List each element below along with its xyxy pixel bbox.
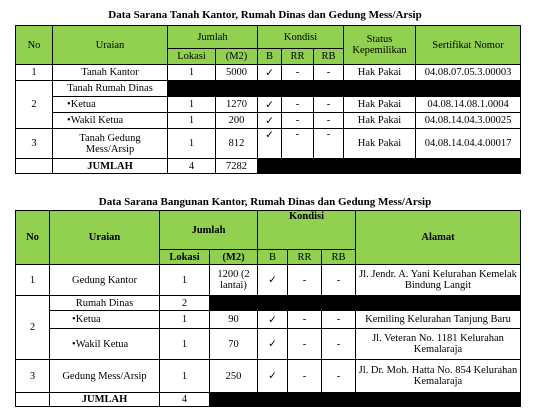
cell-rb: - [314,113,344,129]
cell-sertifikat: 04.08.14.08.1.0004 [416,97,521,113]
total-row [16,159,521,174]
table-row [16,113,521,129]
header-no: No [16,26,53,65]
header-kondisi: Kondisi [258,26,344,49]
cell-rb: - [314,65,344,81]
table-row [16,129,521,159]
land-assets-table [15,25,521,174]
header-sertifikat: Sertifikat Nomor [416,26,521,65]
cell-no: 2 [16,296,50,360]
cell-rr: - [282,129,314,159]
header-no: No [16,211,50,265]
cell-m2: 5000 [216,65,258,81]
cell-uraian: Rumah Dinas [50,296,160,311]
cell-alamat: Kemiling Kelurahan Tanjung Baru [356,311,521,329]
cell-lokasi: 1 [168,97,216,113]
total-label: JUMLAH [53,159,168,174]
cell-m2: 1200 (2 lantai) [210,265,258,296]
cell-rr: - [288,311,322,329]
table1-title: Data Sarana Tanah Kantor, Rumah Dinas dan Gedung Mess/Arsip [108,9,422,21]
cell-sertifikat: 04.08.14.04.3.00025 [416,113,521,129]
cell-rb: - [314,129,344,159]
header-rb: RB [314,49,344,65]
cell-lokasi: 1 [168,129,216,159]
cell-no: 1 [16,65,53,81]
cell-alamat: Jl. Dr. Moh. Hatta No. 854 Kelurahan Kemalaraja [356,360,521,393]
cell-empty [16,159,53,174]
cell-no: 1 [16,265,50,296]
check-icon: ✓ [258,97,282,113]
header-rr: RR [288,250,322,265]
table-row [16,81,521,97]
header-rb: RB [322,250,356,265]
cell-no: 2 [16,81,53,129]
cell-sertifikat: 04.08.14.04.4.00017 [416,129,521,159]
cell-lokasi: 2 [160,296,210,311]
total-m2: 7282 [216,159,258,174]
table-row [16,329,521,360]
building-assets-table [15,210,521,407]
check-icon: ✓ [258,311,288,329]
header-kondisi: Kondisi [258,211,356,250]
cell-rr: - [288,265,322,296]
cell-uraian: • Ketua [53,97,168,113]
table-row [16,65,521,81]
header-rr: RR [282,49,314,65]
cell-uraian: Tanah Rumah Dinas [53,81,168,97]
cell-rr: - [282,65,314,81]
cell-rr: - [282,113,314,129]
cell-rr: - [288,329,322,360]
check-icon: ✓ [258,265,288,296]
cell-uraian: Gedung Kantor [50,265,160,296]
header-lokasi: Lokasi [168,49,216,65]
table-row [16,97,521,113]
cell-lokasi: 1 [160,265,210,296]
header-uraian: Uraian [53,26,168,65]
total-lokasi: 4 [160,393,210,407]
header-b: B [258,250,288,265]
header-b: B [258,49,282,65]
cell-uraian: Tanah Kantor [53,65,168,81]
cell-empty [16,393,50,407]
check-icon: ✓ [258,360,288,393]
table-row [16,265,521,296]
table-row [16,296,521,311]
cell-lokasi: 1 [160,360,210,393]
cell-m2: 1270 [216,97,258,113]
cell-rb: - [322,329,356,360]
check-icon: ✓ [258,65,282,81]
header-m2: (M2) [216,49,258,65]
check-icon: ✓ [258,129,282,159]
cell-rr: - [288,360,322,393]
cell-status: Hak Pakai [344,113,416,129]
cell-uraian: • Wakil Ketua [53,113,168,129]
cell-uraian: • Ketua [50,311,160,329]
check-icon: ✓ [258,329,288,360]
cell-lokasi: 1 [168,65,216,81]
cell-m2: 812 [216,129,258,159]
cell-status: Hak Pakai [344,65,416,81]
cell-uraian: • Wakil Ketua [50,329,160,360]
table-row [16,311,521,329]
cell-rb: - [314,97,344,113]
cell-m2: 200 [216,113,258,129]
cell-m2: 90 [210,311,258,329]
total-row [16,393,521,407]
cell-rr: - [282,97,314,113]
header-uraian: Uraian [50,211,160,265]
header-lokasi: Lokasi [160,250,210,265]
cell-uraian: Tanah Gedung Mess/Arsip [53,129,168,159]
cell-lokasi: 1 [160,329,210,360]
cell-uraian: Gedung Mess/Arsip [50,360,160,393]
header-jumlah: Jumlah [168,26,258,49]
cell-rb: - [322,360,356,393]
cell-sertifikat: 04.08.07.05.3.00003 [416,65,521,81]
total-label: JUMLAH [50,393,160,407]
cell-lokasi: 1 [160,311,210,329]
cell-status: Hak Pakai [344,97,416,113]
table2-title: Data Sarana Bangunan Kantor, Rumah Dinas dan Gedung Mess/Arsip [98,196,432,208]
header-alamat: Alamat [356,211,521,265]
cell-no: 3 [16,129,53,159]
header-status: Status Kepemilikan [344,26,416,65]
cell-rb: - [322,311,356,329]
cell-alamat: Jl. Jendr. A. Yani Kelurahan Kemelak Bindung Langit [356,265,521,296]
header-jumlah: Jumlah [160,211,258,250]
cell-alamat: Jl. Veteran No. 1181 Kelurahan Kemalaraja [356,329,521,360]
header-m2: (M2) [210,250,258,265]
cell-status: Hak Pakai [344,129,416,159]
cell-m2: 250 [210,360,258,393]
blacked-out-cell [210,296,521,311]
cell-no: 3 [16,360,50,393]
blacked-out-cell [168,81,521,97]
check-icon: ✓ [258,113,282,129]
blacked-out-cell [210,393,521,407]
blacked-out-cell [258,159,521,174]
total-lokasi: 4 [168,159,216,174]
table-row [16,360,521,393]
cell-lokasi: 1 [168,113,216,129]
cell-rb: - [322,265,356,296]
cell-m2: 70 [210,329,258,360]
